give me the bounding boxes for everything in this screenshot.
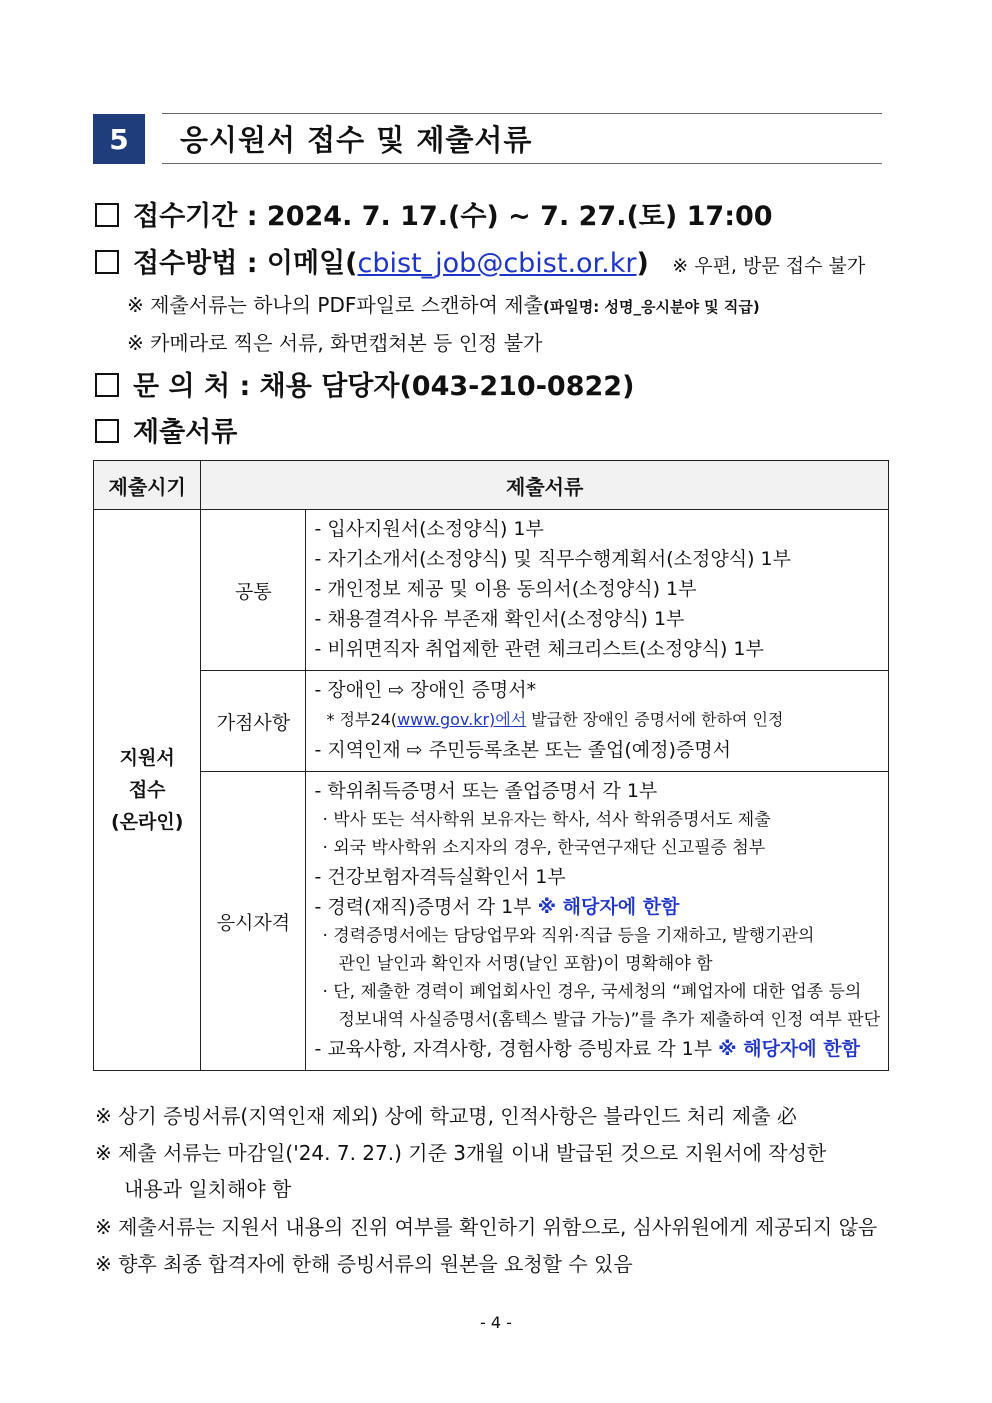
list-item-text: - 경력(재직)증명서 각 1부 [314, 896, 532, 918]
section-rule-bottom [162, 163, 882, 164]
docs-heading-line [95, 410, 237, 449]
list-item: - 개인정보 제공 및 이용 동의서(소정양식) 1부 [314, 578, 697, 600]
email-link[interactable]: cbist_job@cbist.or.kr [357, 248, 637, 279]
list-item: - 채용결격사유 부존재 확인서(소정양식) 1부 [314, 608, 685, 630]
list-item: - 학위취득증명서 또는 졸업증명서 각 1부 [314, 780, 658, 802]
category-bonus: 가점사항 [201, 671, 306, 772]
footnote-line [314, 705, 880, 735]
method-sub-note-2: ※ 카메라로 찍은 서류, 화면캡쳐본 등 인정 불가 [127, 331, 543, 355]
header-submit-time: 제출시기 [94, 461, 201, 510]
list-item [314, 892, 880, 922]
list-item: - 입사지원서(소정양식) 1부 [314, 518, 544, 540]
list-item: - 자기소개서(소정양식) 및 직무수행계획서(소정양식) 1부 [314, 548, 791, 570]
page-number: - 4 - [480, 1313, 512, 1332]
submit-time-line: (온라인) [110, 811, 184, 833]
category-qualification: 응시자격 [201, 772, 306, 1071]
detail-line: · 외국 박사학위 소지자의 경우, 한국연구재단 신고필증 첨부 [322, 838, 766, 858]
method-close: ) [636, 248, 649, 279]
common-docs-list [306, 510, 889, 671]
qualification-docs-list [306, 772, 889, 1071]
highlight-note: ※ 해당자에 한함 [718, 1038, 860, 1060]
method-sub1-main: ※ 제출서류는 하나의 PDF파일로 스캔하여 제출 [127, 293, 543, 317]
footer-note: ※ 제출서류는 지원서 내용의 진위 여부를 확인하기 위함으로, 심사위원에게 제공되지 않음 [95, 1215, 878, 1239]
section-title: 응시원서 접수 및 제출서류 [180, 123, 533, 157]
detail-line: · 경력증명서에는 담당업무와 직위·직급 등을 기재하고, 발행기관의 [322, 926, 815, 946]
documents-table [93, 460, 889, 1071]
checkbox-icon [95, 203, 119, 227]
contact-line [95, 364, 634, 403]
checkbox-icon [95, 419, 119, 443]
footer-note: ※ 상기 증빙서류(지역인재 제외) 상에 학교명, 인적사항은 블라인드 처리 제출 必 [95, 1104, 797, 1128]
section-number-badge: 5 [93, 114, 145, 164]
docs-heading: 제출서류 [133, 417, 238, 448]
contact-text: 문 의 처 : 채용 담당자(043-210-0822) [133, 371, 635, 402]
checkbox-icon [95, 373, 119, 397]
method-line [95, 241, 865, 280]
footer-note: ※ 제출 서류는 마감일('24. 7. 27.) 기준 3개월 이내 발급된 것으로 지원서에 작성한 [95, 1141, 827, 1165]
period-text: 접수기간 : 2024. 7. 17.(수) ~ 7. 27.(토) 17:00 [133, 201, 773, 232]
header-documents: 제출서류 [201, 461, 889, 510]
table-row-qualification [94, 772, 889, 1071]
detail-line: · 박사 또는 석사학위 보유자는 학사, 석사 학위증명서도 제출 [322, 810, 771, 830]
highlight-note: ※ 해당자에 한함 [537, 896, 680, 918]
submit-time-cell [94, 510, 201, 1071]
method-sub-note-1 [127, 289, 760, 318]
table-row-bonus [94, 671, 889, 772]
period-line [95, 194, 773, 233]
gov-link[interactable]: www.gov.kr)에서 [397, 710, 527, 729]
footer-note: 내용과 일치해야 함 [124, 1177, 292, 1201]
bonus-docs-list [306, 671, 889, 772]
table-row-common [94, 510, 889, 671]
submit-time-line: 지원서 [119, 747, 175, 769]
list-item: - 지역인재 ⇨ 주민등록초본 또는 졸업(예정)증명서 [314, 739, 731, 761]
section-rule-top [162, 113, 882, 114]
detail-line: 관인 날인과 확인자 서명(날인 포함)이 명확해야 함 [338, 954, 713, 974]
category-common: 공통 [201, 510, 306, 671]
table-header-row [94, 461, 889, 510]
list-item: - 장애인 ⇨ 장애인 증명서* [314, 679, 537, 701]
footer-note: ※ 향후 최종 합격자에 한해 증빙서류의 원본을 요청할 수 있음 [95, 1252, 633, 1276]
checkbox-icon [95, 250, 119, 274]
method-note: ※ 우편, 방문 접수 불가 [672, 255, 866, 277]
footnote-post: 발급한 장애인 증명서에 한하여 인정 [526, 710, 784, 729]
method-label: 접수방법 : 이메일( [133, 248, 358, 279]
method-sub1-small: (파일명: 성명_응시분야 및 직급) [542, 298, 760, 316]
list-item: - 건강보험자격득실확인서 1부 [314, 866, 566, 888]
detail-line: · 단, 제출한 경력이 폐업회사인 경우, 국세청의 “폐업자에 대한 업종 등의 [322, 982, 862, 1002]
footnote-pre: * 정부24( [326, 710, 398, 729]
submit-time-line: 접수 [128, 779, 166, 801]
list-item [314, 1034, 880, 1064]
list-item: - 비위면직자 취업제한 관련 체크리스트(소정양식) 1부 [314, 638, 764, 660]
detail-line: 정보내역 사실증명서(홈텍스 발급 가능)”를 추가 제출하여 인정 여부 판단 [338, 1010, 880, 1030]
list-item-text: - 교육사항, 자격사항, 경험사항 증빙자료 각 1부 [314, 1038, 713, 1060]
